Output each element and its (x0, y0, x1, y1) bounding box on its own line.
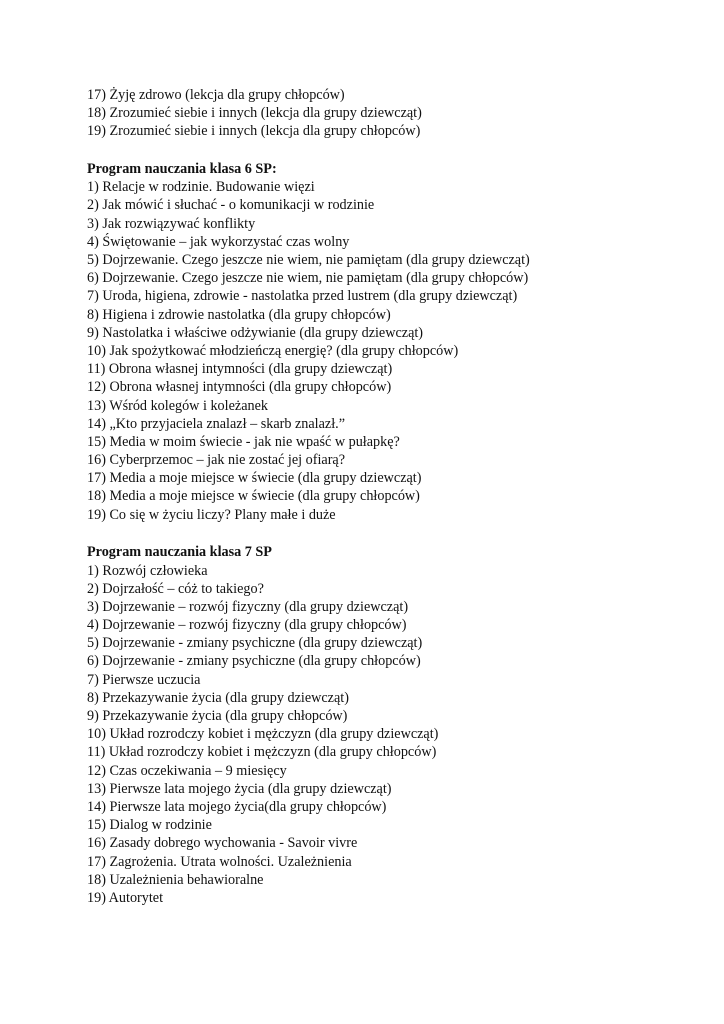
lesson-item: 19) Co się w życiu liczy? Plany małe i duże (87, 506, 336, 523)
lesson-item: 9) Nastolatka i właściwe odżywianie (dla grupy dziewcząt) (87, 324, 424, 341)
lesson-item: 16) Zasady dobrego wychowania - Savoir vivre (87, 835, 358, 852)
lesson-item: 1) Rozwój człowieka (87, 562, 208, 579)
lesson-item: 15) Media w moim świecie - jak nie wpaść w pułapkę? (87, 433, 400, 450)
lesson-item: 15) Dialog w rodzinie (87, 817, 212, 834)
class-7-lesson-list (87, 562, 687, 908)
lesson-item: 17) Żyję zdrowo (lekcja dla grupy chłopców) (87, 87, 345, 103)
lesson-item: 18) Zrozumieć siebie i innych (lekcja dla grupy dziewcząt) (87, 105, 422, 122)
lesson-item: 12) Czas oczekiwania – 9 miesięcy (87, 762, 287, 779)
lesson-item: 13) Wśród kolegów i koleżanek (87, 397, 268, 414)
lesson-item: 16) Cyberprzemoc – jak nie zostać jej ofiarą? (87, 452, 346, 469)
lesson-item: 13) Pierwsze lata mojego życia (dla grupy dziewcząt) (87, 780, 392, 797)
section-gap (87, 141, 687, 161)
top-list-section (87, 86, 687, 141)
lesson-item: 10) Jak spożytkować młodzieńczą energię? (dla grupy chłopców) (87, 342, 459, 359)
lesson-item: 1) Relacje w rodzinie. Budowanie więzi (87, 179, 315, 196)
lesson-item: 5) Dojrzewanie. Czego jeszcze nie wiem, nie pamiętam (dla grupy dziewcząt) (87, 252, 530, 268)
lesson-item: 6) Dojrzewanie. Czego jeszcze nie wiem, nie pamiętam (dla grupy chłopców) (87, 270, 529, 287)
lesson-item: 3) Jak rozwiązywać konflikty (87, 215, 256, 232)
top-lesson-list (87, 86, 687, 141)
class-6-heading: Program nauczania klasa 6 SP: (87, 161, 277, 178)
lesson-item: 10) Układ rozrodczy kobiet i mężczyzn (dla grupy dziewcząt) (87, 726, 439, 743)
lesson-item: 18) Uzależnienia behawioralne (87, 871, 264, 888)
lesson-item: 6) Dojrzewanie - zmiany psychiczne (dla grupy chłopców) (87, 653, 421, 670)
class-7-section (87, 543, 687, 907)
lesson-item: 17) Media a moje miejsce w świecie (dla grupy dziewcząt) (87, 470, 422, 487)
lesson-item: 11) Obrona własnej intymności (dla grupy dziewcząt) (87, 361, 393, 378)
document-content (87, 86, 687, 907)
lesson-item: 17) Zagrożenia. Utrata wolności. Uzależnienia (87, 853, 352, 870)
lesson-item: 9) Przekazywanie życia (dla grupy chłopców) (87, 708, 348, 724)
lesson-item: 2) Dojrzałość – cóż to takiego? (87, 580, 264, 597)
lesson-item: 19) Zrozumieć siebie i innych (lekcja dla grupy chłopców) (87, 123, 421, 140)
lesson-item: 4) Dojrzewanie – rozwój fizyczny (dla grupy chłopców) (87, 617, 407, 634)
class-6-section (87, 160, 687, 524)
section-gap (87, 524, 687, 544)
lesson-item: 12) Obrona własnej intymności (dla grupy chłopców) (87, 379, 392, 396)
lesson-item: 8) Higiena i zdrowie nastolatka (dla grupy chłopców) (87, 306, 391, 323)
lesson-item: 7) Uroda, higiena, zdrowie - nastolatka przed lustrem (dla grupy dziewcząt) (87, 288, 518, 305)
class-6-lesson-list (87, 178, 687, 524)
lesson-item: 7) Pierwsze uczucia (87, 671, 201, 688)
lesson-item: 18) Media a moje miejsce w świecie (dla grupy chłopców) (87, 488, 420, 505)
lesson-item: 2) Jak mówić i słuchać - o komunikacji w rodzinie (87, 197, 375, 214)
lesson-item: 14) „Kto przyjaciela znalazł – skarb znalazł.” (87, 415, 345, 432)
lesson-item: 11) Układ rozrodczy kobiet i mężczyzn (dla grupy chłopców) (87, 744, 437, 761)
lesson-item: 14) Pierwsze lata mojego życia(dla grupy chłopców) (87, 798, 387, 815)
lesson-item: 5) Dojrzewanie - zmiany psychiczne (dla grupy dziewcząt) (87, 635, 423, 652)
lesson-item: 4) Świętowanie – jak wykorzystać czas wolny (87, 233, 350, 250)
lesson-item: 3) Dojrzewanie – rozwój fizyczny (dla grupy dziewcząt) (87, 598, 409, 615)
lesson-item: 8) Przekazywanie życia (dla grupy dziewcząt) (87, 689, 349, 706)
class-7-heading: Program nauczania klasa 7 SP (87, 544, 272, 561)
lesson-item: 19) Autorytet (87, 889, 164, 906)
